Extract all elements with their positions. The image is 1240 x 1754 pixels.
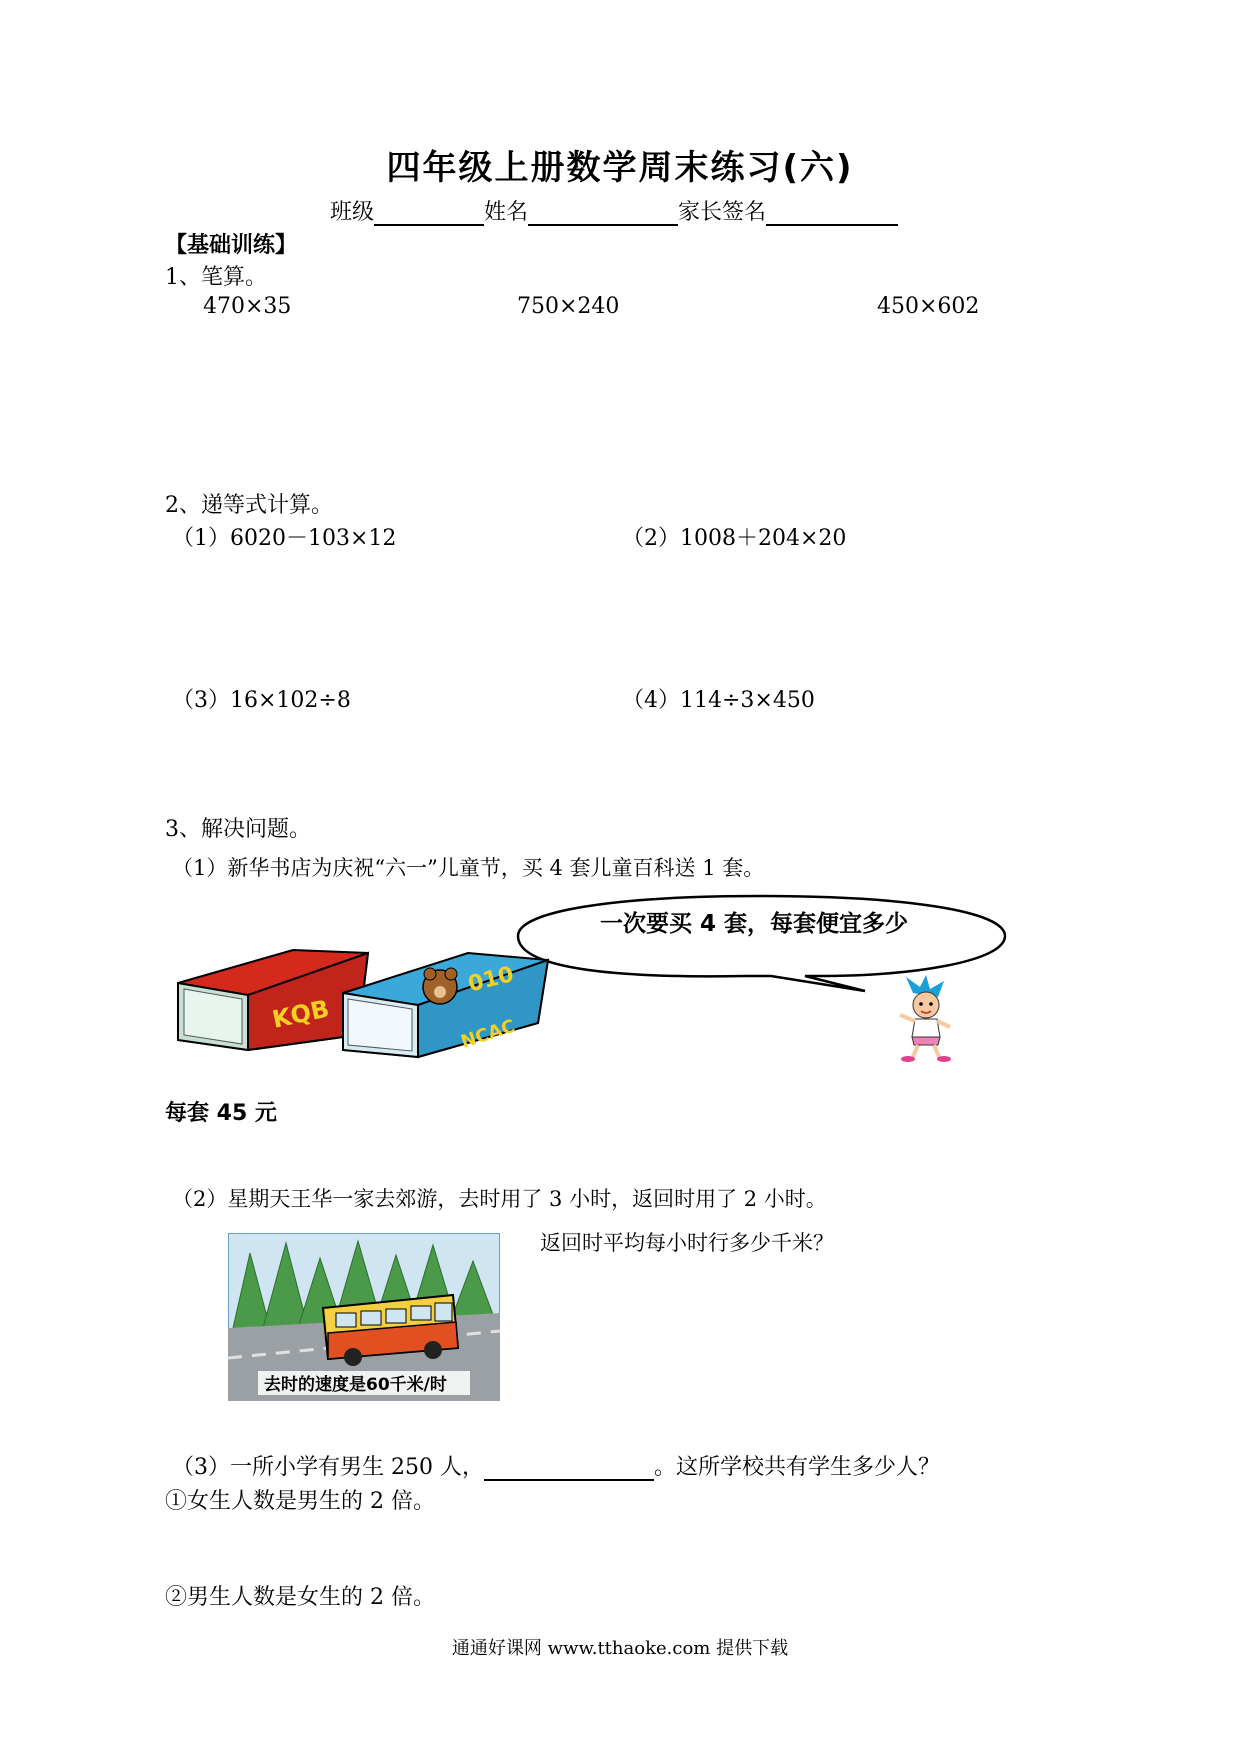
q1-item-3: 450×602	[877, 294, 980, 319]
class-field[interactable]	[374, 202, 484, 226]
price-label: 每套 45 元	[165, 1101, 277, 1126]
q2-heading: 2、递等式计算。	[165, 493, 333, 518]
q3-p2-text: （2）星期天王华一家去郊游，去时用了 3 小时，返回时用了 2 小时。	[172, 1187, 827, 1211]
speech-bubble-text: 一次要买 4 套，每套便宜多少	[600, 911, 909, 937]
student-info-row	[330, 195, 898, 226]
red-book-icon	[178, 950, 368, 1050]
q1-item-1: 470×35	[203, 294, 292, 319]
q3-p3-option-2: ②男生人数是女生的 2 倍。	[165, 1585, 435, 1610]
q3-p3-text-after: 。这所学校共有学生多少人？	[653, 1455, 940, 1480]
q1-heading: 1、笔算。	[165, 265, 267, 290]
parent-label: 家长签名	[678, 200, 767, 225]
red-book-label: KQB	[269, 994, 332, 1034]
bus-image-caption: 去时的速度是60千米/时	[264, 1375, 447, 1395]
q3-p2-question: 返回时平均每小时行多少千米？	[540, 1231, 834, 1255]
name-field[interactable]	[528, 202, 678, 226]
blue-book-side-label: NCAC	[458, 1015, 518, 1053]
section-label: 【基础训练】	[165, 233, 298, 258]
q3-heading: 3、解决问题。	[165, 817, 311, 842]
q2-item-2: （2）1008＋204×20	[622, 526, 847, 551]
q1-item-2: 750×240	[517, 294, 620, 319]
q3-p3-option-1: ①女生人数是男生的 2 倍。	[165, 1489, 435, 1514]
q3-p1-text: （1）新华书店为庆祝“六一”儿童节，买 4 套儿童百科送 1 套。	[172, 856, 765, 880]
q2-item-1: （1）6020－103×12	[172, 526, 397, 551]
encyclopedia-books-illustration	[168, 945, 558, 1060]
q2-item-3: （3）16×102÷8	[172, 688, 351, 713]
page-title: 四年级上册数学周末练习(六)	[386, 148, 854, 188]
q3-p3-text	[172, 1450, 940, 1481]
girl-character-icon	[888, 975, 960, 1065]
bus-road-illustration	[228, 1233, 500, 1401]
q3-p3-text-before: （3）一所小学有男生 250 人，	[172, 1455, 484, 1480]
name-label: 姓名	[484, 200, 529, 225]
blue-book-icon	[343, 953, 548, 1057]
page-footer: 通通好课网 www.tthaoke.com 提供下载	[451, 1638, 789, 1659]
q3-p3-blank[interactable]	[484, 1457, 654, 1481]
blue-book-top-label: 010	[465, 962, 517, 998]
class-label: 班级	[330, 200, 375, 225]
q2-item-4: （4）114÷3×450	[622, 688, 815, 713]
parent-signature-field[interactable]	[766, 202, 898, 226]
